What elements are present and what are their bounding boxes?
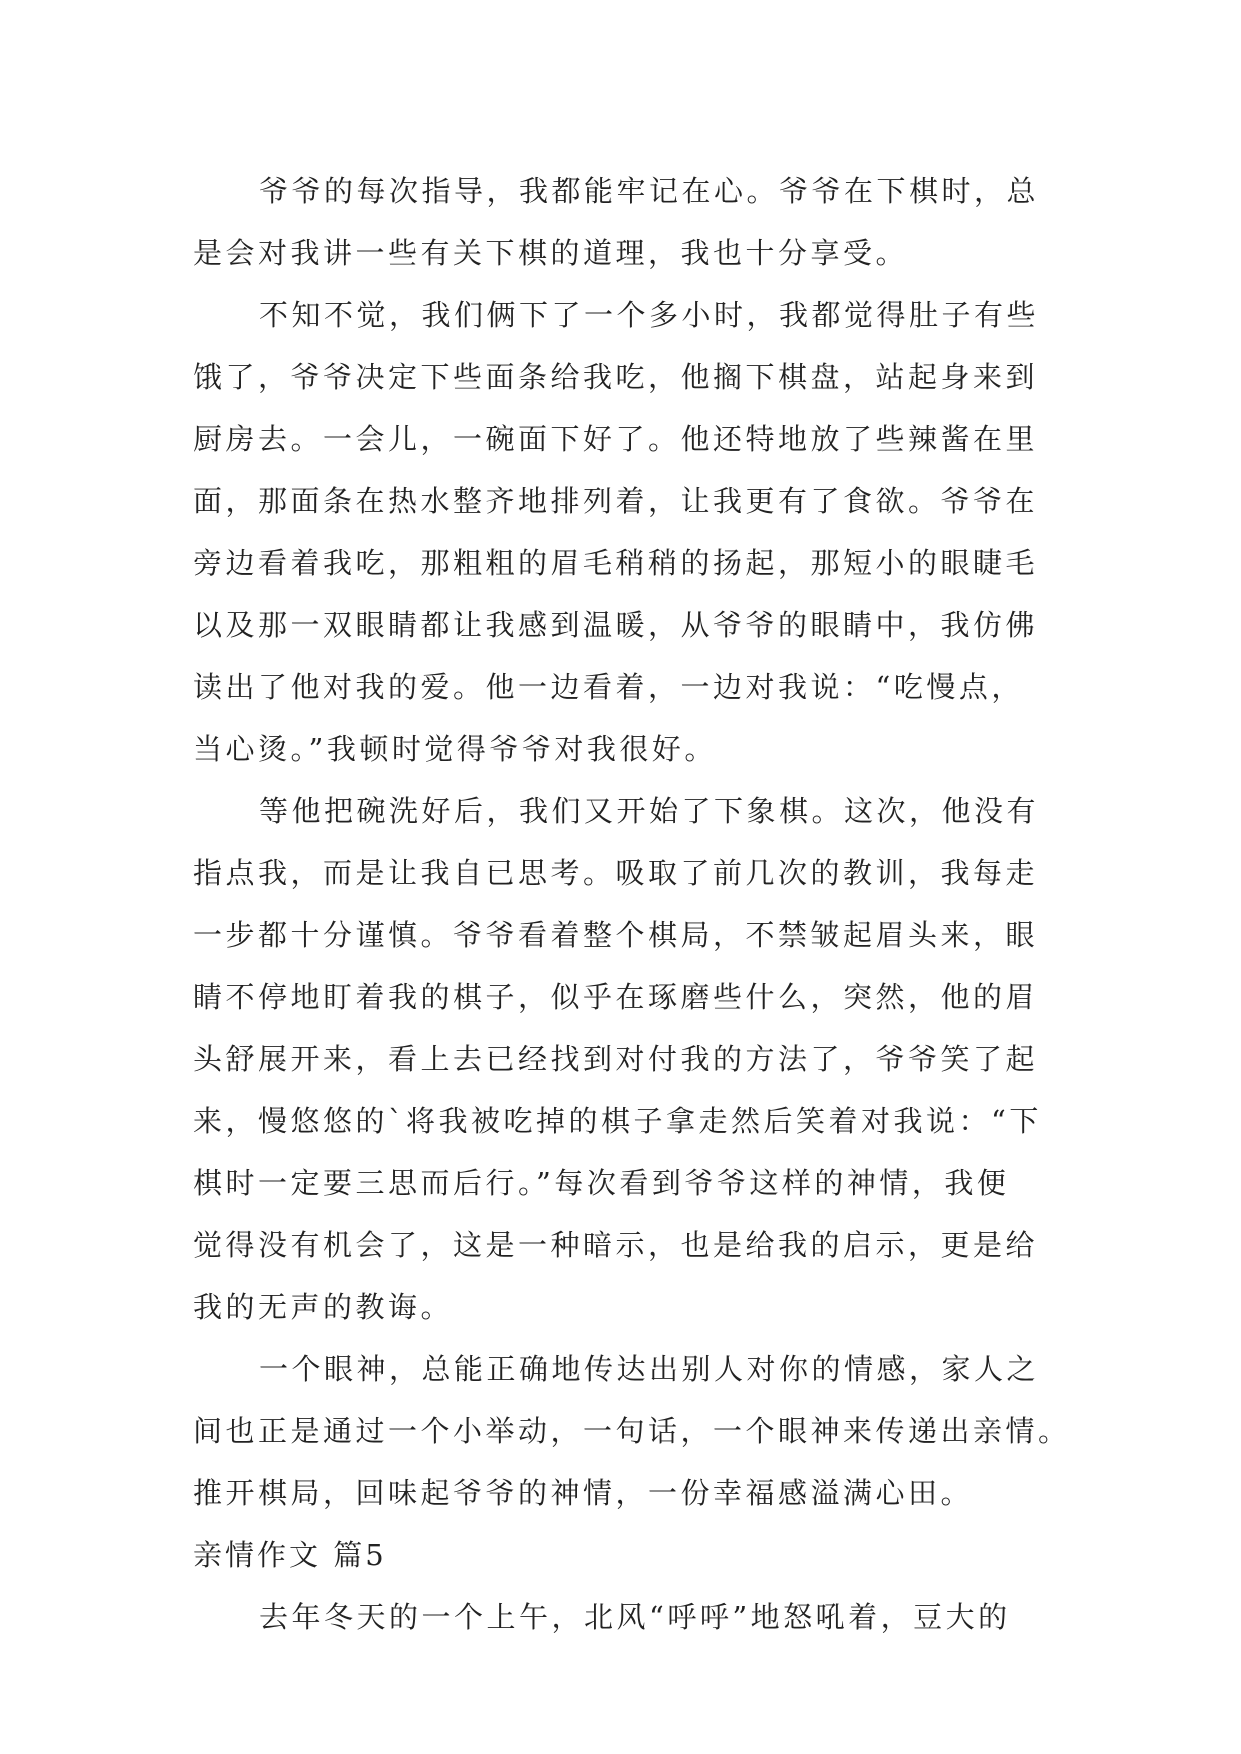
paragraph bbox=[193, 1338, 1071, 1524]
document-body bbox=[193, 160, 1071, 1648]
text-line: 饿了，爷爷决定下些面条给我吃，他搁下棋盘，站起身来到 bbox=[193, 360, 1039, 394]
text-line: 一个眼神，总能正确地传达出别人对你的情感，家人之 bbox=[259, 1352, 1040, 1386]
text-line: 不知不觉，我们俩下了一个多小时，我都觉得肚子有些 bbox=[259, 298, 1040, 332]
text-line: 旁边看着我吃，那粗粗的眉毛稍稍的扬起，那短小的眼睫毛 bbox=[193, 546, 1039, 580]
text-line: 我的无声的教诲。 bbox=[193, 1290, 454, 1324]
text-line: 去年冬天的一个上午，北风“呼呼”地怒吼着，豆大的 bbox=[259, 1600, 1011, 1634]
paragraph bbox=[193, 160, 1055, 284]
text-line: 当心烫。”我顿时觉得爷爷对我很好。 bbox=[193, 732, 717, 766]
paragraph bbox=[193, 284, 1055, 780]
text-line: 间也正是通过一个小举动，一句话，一个眼神来传递出亲情。 bbox=[193, 1414, 1071, 1448]
text-line: 一步都十分谨慎。爷爷看着整个棋局，不禁皱起眉头来，眼 bbox=[193, 918, 1039, 952]
text-line: 是会对我讲一些有关下棋的道理，我也十分享受。 bbox=[193, 236, 909, 270]
text-line: 面，那面条在热水整齐地排列着，让我更有了食欲。爷爷在 bbox=[193, 484, 1039, 518]
text-line: 厨房去。一会儿，一碗面下好了。他还特地放了些辣酱在里 bbox=[193, 422, 1039, 456]
text-line: 睛不停地盯着我的棋子，似乎在琢磨些什么，突然，他的眉 bbox=[193, 980, 1039, 1014]
text-line: 指点我，而是让我自已思考。吸取了前几次的教训，我每走 bbox=[193, 856, 1039, 890]
text-line: 以及那一双眼睛都让我感到温暖，从爷爷的眼睛中，我仿佛 bbox=[193, 608, 1039, 642]
text-line: 等他把碗洗好后，我们又开始了下象棋。这次，他没有 bbox=[259, 794, 1040, 828]
text-line: 头舒展开来，看上去已经找到对付我的方法了，爷爷笑了起 bbox=[193, 1042, 1039, 1076]
text-line: 读出了他对我的爱。他一边看着，一边对我说：“吃慢点， bbox=[193, 670, 1024, 704]
paragraph bbox=[193, 1586, 1055, 1648]
text-line: 棋时一定要三思而后行。”每次看到爷爷这样的神情，我便 bbox=[193, 1166, 1010, 1200]
text-line: 觉得没有机会了，这是一种暗示，也是给我的启示，更是给 bbox=[193, 1228, 1039, 1262]
paragraph bbox=[193, 780, 1055, 1338]
text-line: 推开棋局，回味起爷爷的神情，一份幸福感溢满心田。 bbox=[193, 1476, 974, 1510]
text-line: 来，慢悠悠的`将我被吃掉的棋子拿走然后笑着对我说：“下 bbox=[193, 1104, 1042, 1138]
section-heading: 亲情作文 篇5 bbox=[193, 1538, 387, 1572]
text-line: 爷爷的每次指导，我都能牢记在心。爷爷在下棋时，总 bbox=[259, 174, 1040, 208]
